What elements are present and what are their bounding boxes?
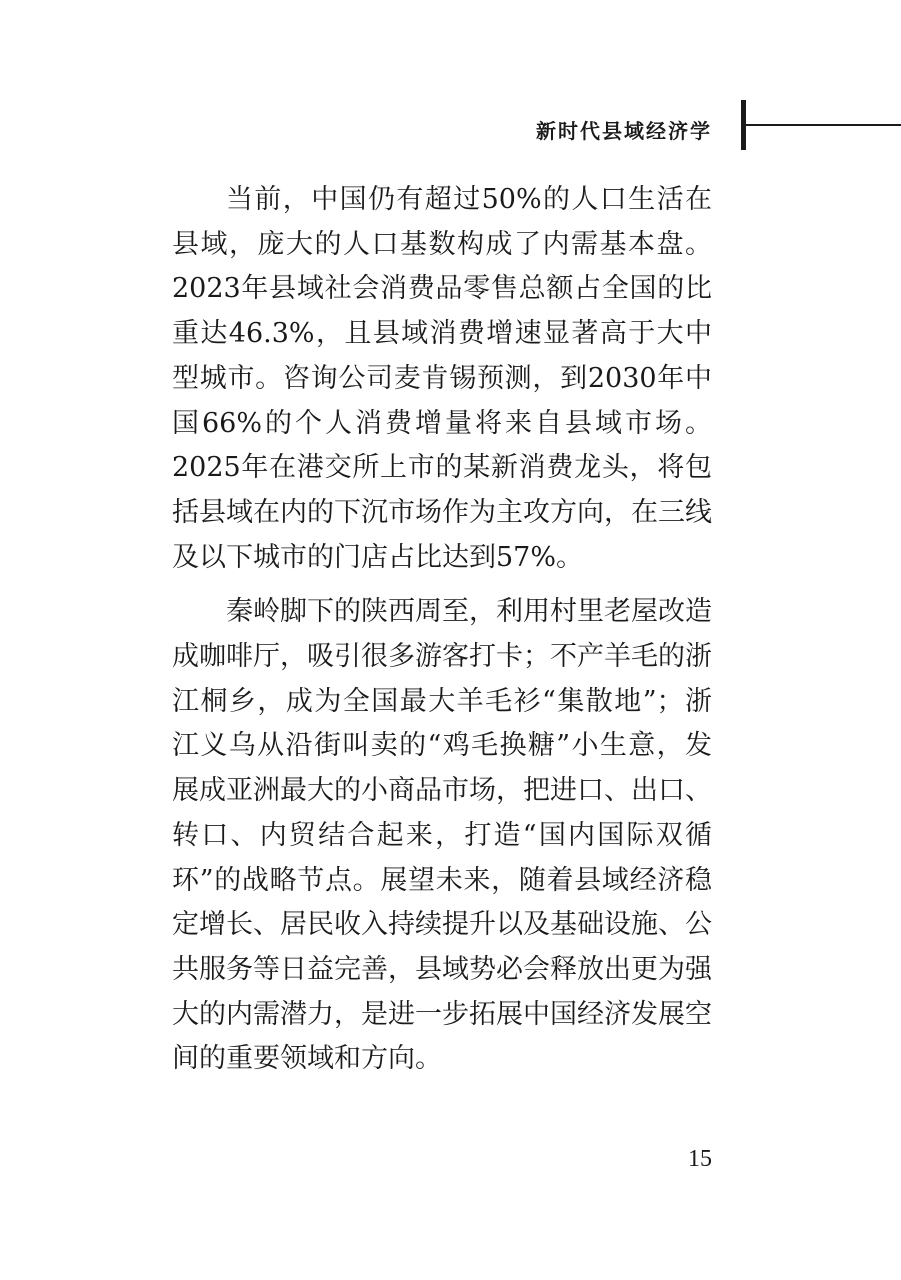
body-text	[172, 178, 712, 1092]
page-number: 15	[688, 1146, 712, 1172]
header-horizontal-rule	[746, 124, 901, 126]
paragraph-1: 当前，中国仍有超过50%的人口生活在县域，庞大的人口基数构成了内需基本盘。2023年县域社会消费品零售总额占全国的比重达46.3%，且县域消费增速显著高于大中型城市。咨询公司麦肯锡预测，到2030年中国66%的个人消费增量将来自县域市场。2025年在港交所上市的某新消费龙头，将包括县域在内的下沉市场作为主攻方向，在三线及以下城市的门店占比达到57%。	[172, 184, 712, 573]
paragraph-2: 秦岭脚下的陕西周至，利用村里老屋改造成咖啡厅，吸引很多游客打卡；不产羊毛的浙江桐乡，成为全国最大羊毛衫“集散地”；浙江义乌从沿街叫卖的“鸡毛换糖”小生意，发展成亚洲最大的小商品市场，把进口、出口、转口、内贸结合起来，打造“国内国际双循环”的战略节点。展望未来，随着县域经济稳定增长、居民收入持续提升以及基础设施、公共服务等日益完善，县域势必会释放出更为强大的内需潜力，是进一步拓展中国经济发展空间的重要领域和方向。	[172, 596, 712, 1075]
running-header-title: 新时代县域经济学	[536, 119, 712, 143]
